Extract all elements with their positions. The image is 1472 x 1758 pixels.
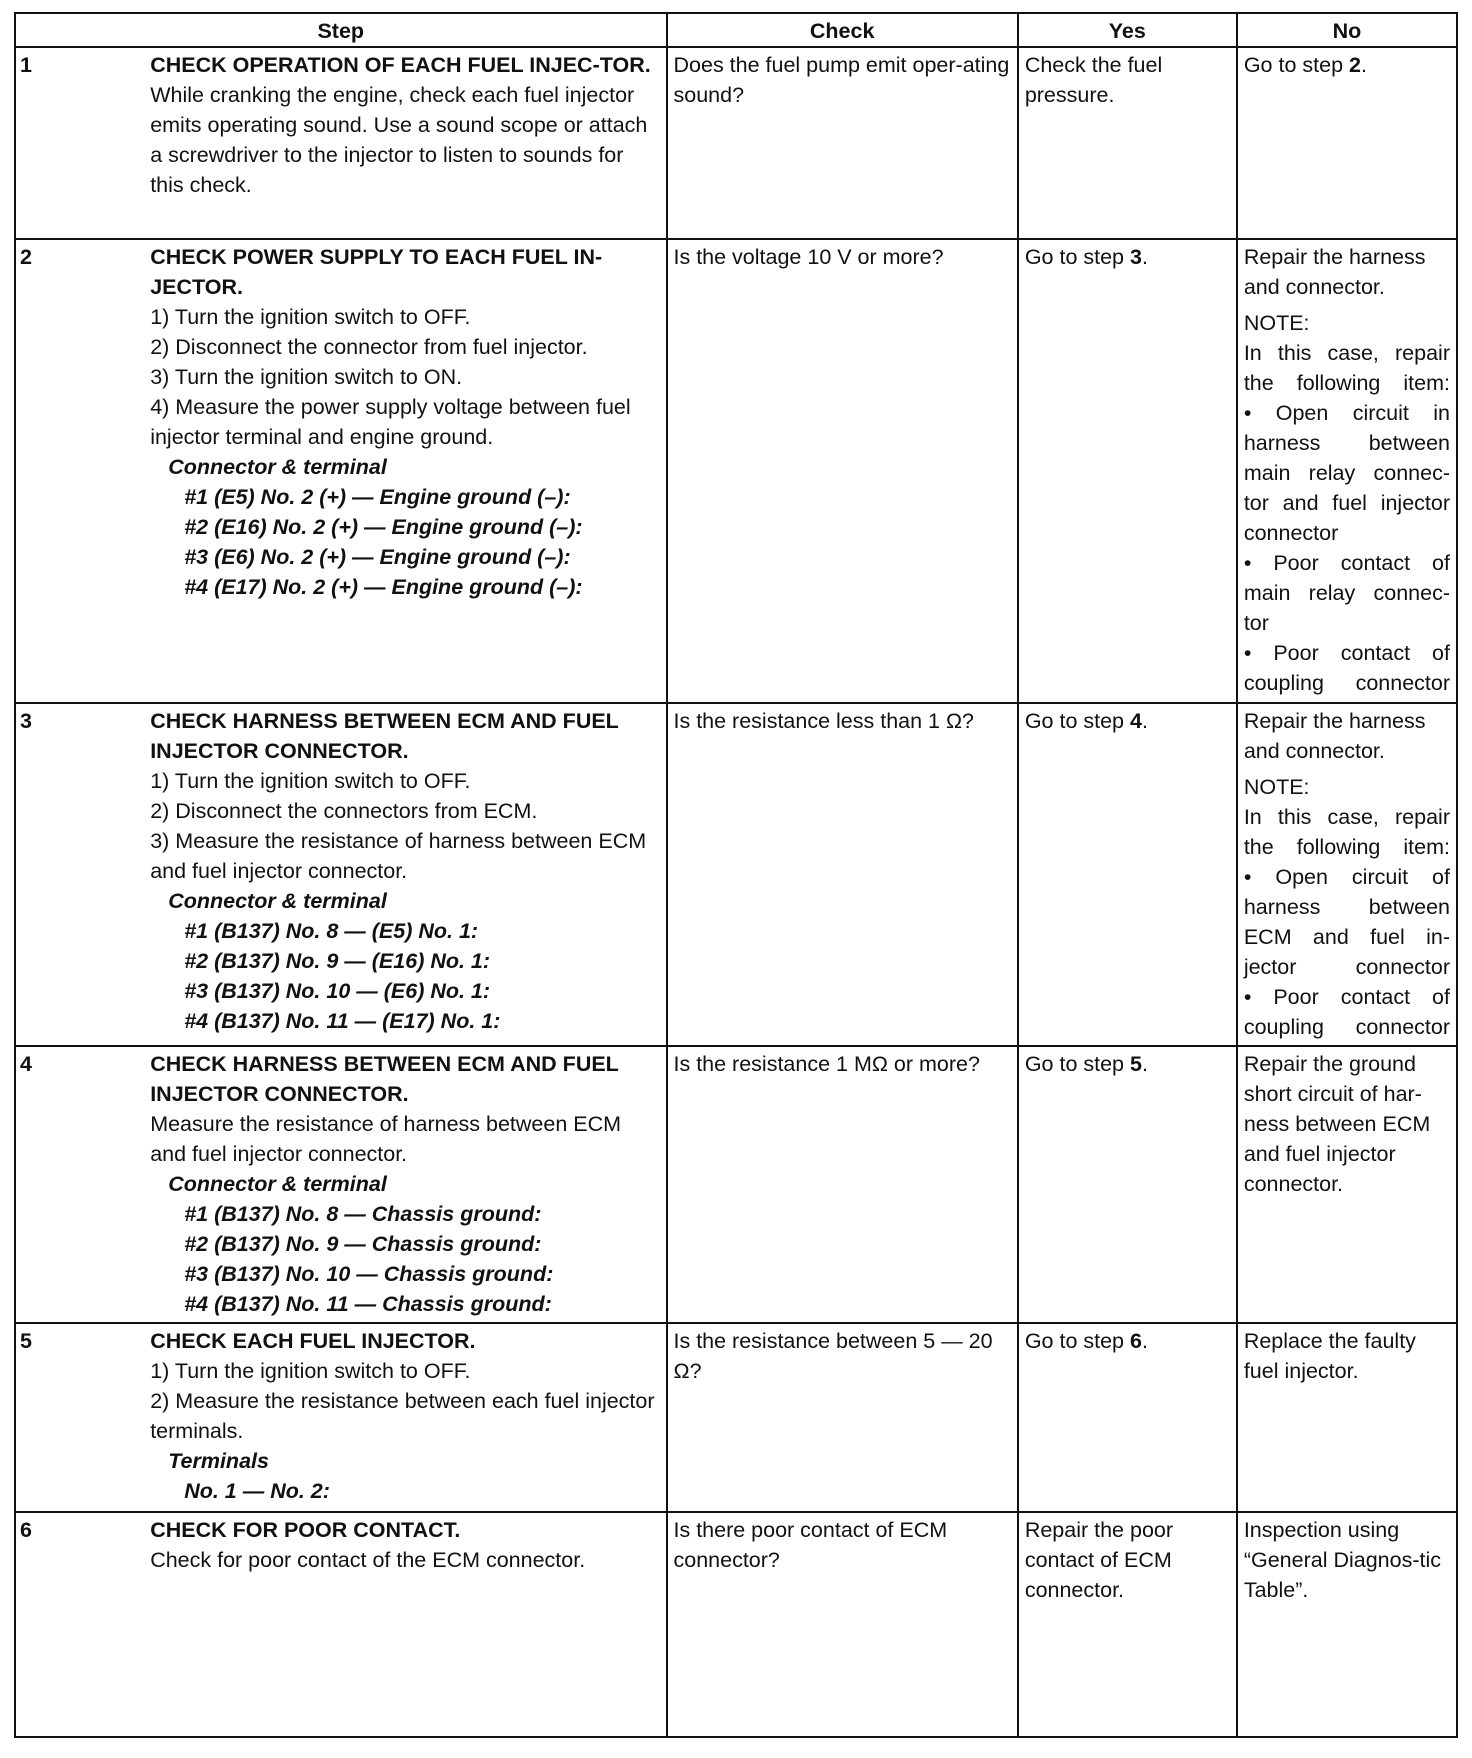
step-number: 6 <box>15 1512 146 1737</box>
no-cell <box>1237 239 1457 703</box>
connector-terminal-label: Connector & terminal <box>168 1172 387 1196</box>
step-ref: 6 <box>1129 1329 1142 1353</box>
table-row <box>15 1046 1457 1323</box>
terminal-spec: #4 (E17) No. 2 (+) — Engine ground (–): <box>184 575 583 599</box>
header-step: Step <box>15 13 667 47</box>
procedure-step: 4) Measure the power supply voltage between fuel injector terminal and engine ground. <box>150 395 631 449</box>
check-cell: Is the voltage 10 V or more? <box>667 239 1018 703</box>
terminals-label: Terminals <box>168 1449 269 1473</box>
step-cell <box>146 1323 666 1512</box>
no-cell: Replace the faulty fuel injector. <box>1237 1323 1457 1512</box>
yes-cell <box>1018 239 1237 703</box>
yes-cell <box>1018 1323 1237 1512</box>
no-main-text: Repair the harness and connector. <box>1243 709 1426 763</box>
step-number: 1 <box>15 47 146 239</box>
note-intro: In this case, repair the following item: <box>1243 805 1450 859</box>
note-item: • Poor contact of coupling connector <box>1243 641 1450 695</box>
step-number: 4 <box>15 1046 146 1323</box>
step-cell <box>146 703 666 1046</box>
procedure-step: 1) Turn the ignition switch to OFF. <box>150 769 471 793</box>
step-title: CHECK POWER SUPPLY TO EACH FUEL IN-JECTOR. <box>150 245 603 299</box>
step-cell <box>146 47 666 239</box>
header-row <box>15 13 1457 47</box>
no-cell <box>1237 47 1457 239</box>
yes-text: Go to step <box>1024 709 1130 733</box>
terminal-spec: #3 (B137) No. 10 — Chassis ground: <box>184 1262 554 1286</box>
step-body: While cranking the engine, check each fuel injector emits operating sound. Use a sound scope or attach a screwdriver to the injector to listen to sounds for this check. <box>150 83 648 197</box>
table-row <box>15 1323 1457 1512</box>
connector-terminal-label: Connector & terminal <box>168 455 387 479</box>
procedure-step: 2) Disconnect the connector from fuel injector. <box>150 335 588 359</box>
yes-cell: Check the fuel pressure. <box>1018 47 1237 239</box>
step-ref: 4 <box>1129 709 1142 733</box>
check-cell: Is the resistance between 5 — 20 Ω? <box>667 1323 1018 1512</box>
terminal-spec: #4 (B137) No. 11 — (E17) No. 1: <box>184 1009 501 1033</box>
step-cell <box>146 1046 666 1323</box>
no-cell: Inspection using “General Diagnos-tic Table”. <box>1237 1512 1457 1737</box>
note-item: • Open circuit in harness between main relay connec-tor and fuel injector connector <box>1243 401 1450 545</box>
note-intro: In this case, repair the following item: <box>1243 341 1450 395</box>
step-cell <box>146 239 666 703</box>
step-number: 5 <box>15 1323 146 1512</box>
procedure-step: 1) Turn the ignition switch to OFF. <box>150 305 471 329</box>
yes-text: Go to step <box>1024 1052 1130 1076</box>
step-title: CHECK HARNESS BETWEEN ECM AND FUEL INJECTOR CONNECTOR. <box>150 1052 619 1106</box>
no-cell <box>1237 703 1457 1046</box>
step-body: Check for poor contact of the ECM connector. <box>150 1548 586 1572</box>
yes-suffix: . <box>1141 245 1148 269</box>
terminal-spec: #2 (E16) No. 2 (+) — Engine ground (–): <box>184 515 583 539</box>
yes-suffix: . <box>1141 1329 1148 1353</box>
terminal-spec: #3 (E6) No. 2 (+) — Engine ground (–): <box>184 545 571 569</box>
yes-cell <box>1018 703 1237 1046</box>
terminal-spec: #3 (B137) No. 10 — (E6) No. 1: <box>184 979 491 1003</box>
yes-suffix: . <box>1141 1052 1148 1076</box>
check-cell: Is the resistance 1 MΩ or more? <box>667 1046 1018 1323</box>
step-number: 3 <box>15 703 146 1046</box>
check-cell: Is there poor contact of ECM connector? <box>667 1512 1018 1737</box>
yes-text: Go to step <box>1024 245 1130 269</box>
procedure-step: 2) Measure the resistance between each fuel injector terminals. <box>150 1389 655 1443</box>
note-label: NOTE: <box>1243 311 1310 335</box>
procedure-step: 3) Measure the resistance of harness between ECM and fuel injector connector. <box>150 829 647 883</box>
step-cell <box>146 1512 666 1737</box>
step-ref: 3 <box>1129 245 1142 269</box>
procedure-step: 1) Turn the ignition switch to OFF. <box>150 1359 471 1383</box>
step-title: CHECK OPERATION OF EACH FUEL INJEC-TOR. <box>150 53 651 77</box>
terminal-spec: #2 (B137) No. 9 — Chassis ground: <box>184 1232 542 1256</box>
table-row <box>15 47 1457 239</box>
step-title: CHECK EACH FUEL INJECTOR. <box>150 1329 476 1353</box>
header-no: No <box>1237 13 1457 47</box>
check-cell: Is the resistance less than 1 Ω? <box>667 703 1018 1046</box>
no-cell: Repair the ground short circuit of har-ness between ECM and fuel injector connector. <box>1237 1046 1457 1323</box>
terminal-spec: #1 (B137) No. 8 — Chassis ground: <box>184 1202 542 1226</box>
step-ref: 5 <box>1129 1052 1142 1076</box>
no-suffix: . <box>1360 53 1367 77</box>
yes-suffix: . <box>1141 709 1148 733</box>
note-item: • Poor contact of coupling connector <box>1243 985 1450 1039</box>
step-title: CHECK FOR POOR CONTACT. <box>150 1518 461 1542</box>
table-row <box>15 703 1457 1046</box>
procedure-step: 3) Turn the ignition switch to ON. <box>150 365 463 389</box>
no-main-text: Repair the harness and connector. <box>1243 245 1426 299</box>
yes-cell <box>1018 1046 1237 1323</box>
header-yes: Yes <box>1018 13 1237 47</box>
procedure-step: 2) Disconnect the connectors from ECM. <box>150 799 538 823</box>
terminal-spec: #1 (B137) No. 8 — (E5) No. 1: <box>184 919 479 943</box>
check-cell: Does the fuel pump emit oper-ating sound? <box>667 47 1018 239</box>
step-title: CHECK HARNESS BETWEEN ECM AND FUEL INJECTOR CONNECTOR. <box>150 709 619 763</box>
header-check: Check <box>667 13 1018 47</box>
note-label: NOTE: <box>1243 775 1310 799</box>
step-number: 2 <box>15 239 146 703</box>
diagnostic-document <box>14 12 1458 1738</box>
diagnostic-table <box>14 12 1458 1738</box>
note-item: • Poor contact of main relay connec-tor <box>1243 551 1450 635</box>
table-row <box>15 1512 1457 1737</box>
note-item: • Open circuit of harness between ECM and fuel in-jector connector <box>1243 865 1450 979</box>
terminal-spec: No. 1 — No. 2: <box>184 1479 330 1503</box>
step-body: Measure the resistance of harness between ECM and fuel injector connector. <box>150 1112 622 1166</box>
terminal-spec: #1 (E5) No. 2 (+) — Engine ground (–): <box>184 485 571 509</box>
no-text: Go to step <box>1243 53 1349 77</box>
connector-terminal-label: Connector & terminal <box>168 889 387 913</box>
step-ref: 2 <box>1349 53 1361 77</box>
yes-cell: Repair the poor contact of ECM connector. <box>1018 1512 1237 1737</box>
table-row <box>15 239 1457 703</box>
terminal-spec: #2 (B137) No. 9 — (E16) No. 1: <box>184 949 491 973</box>
terminal-spec: #4 (B137) No. 11 — Chassis ground: <box>184 1292 552 1316</box>
yes-text: Go to step <box>1024 1329 1130 1353</box>
